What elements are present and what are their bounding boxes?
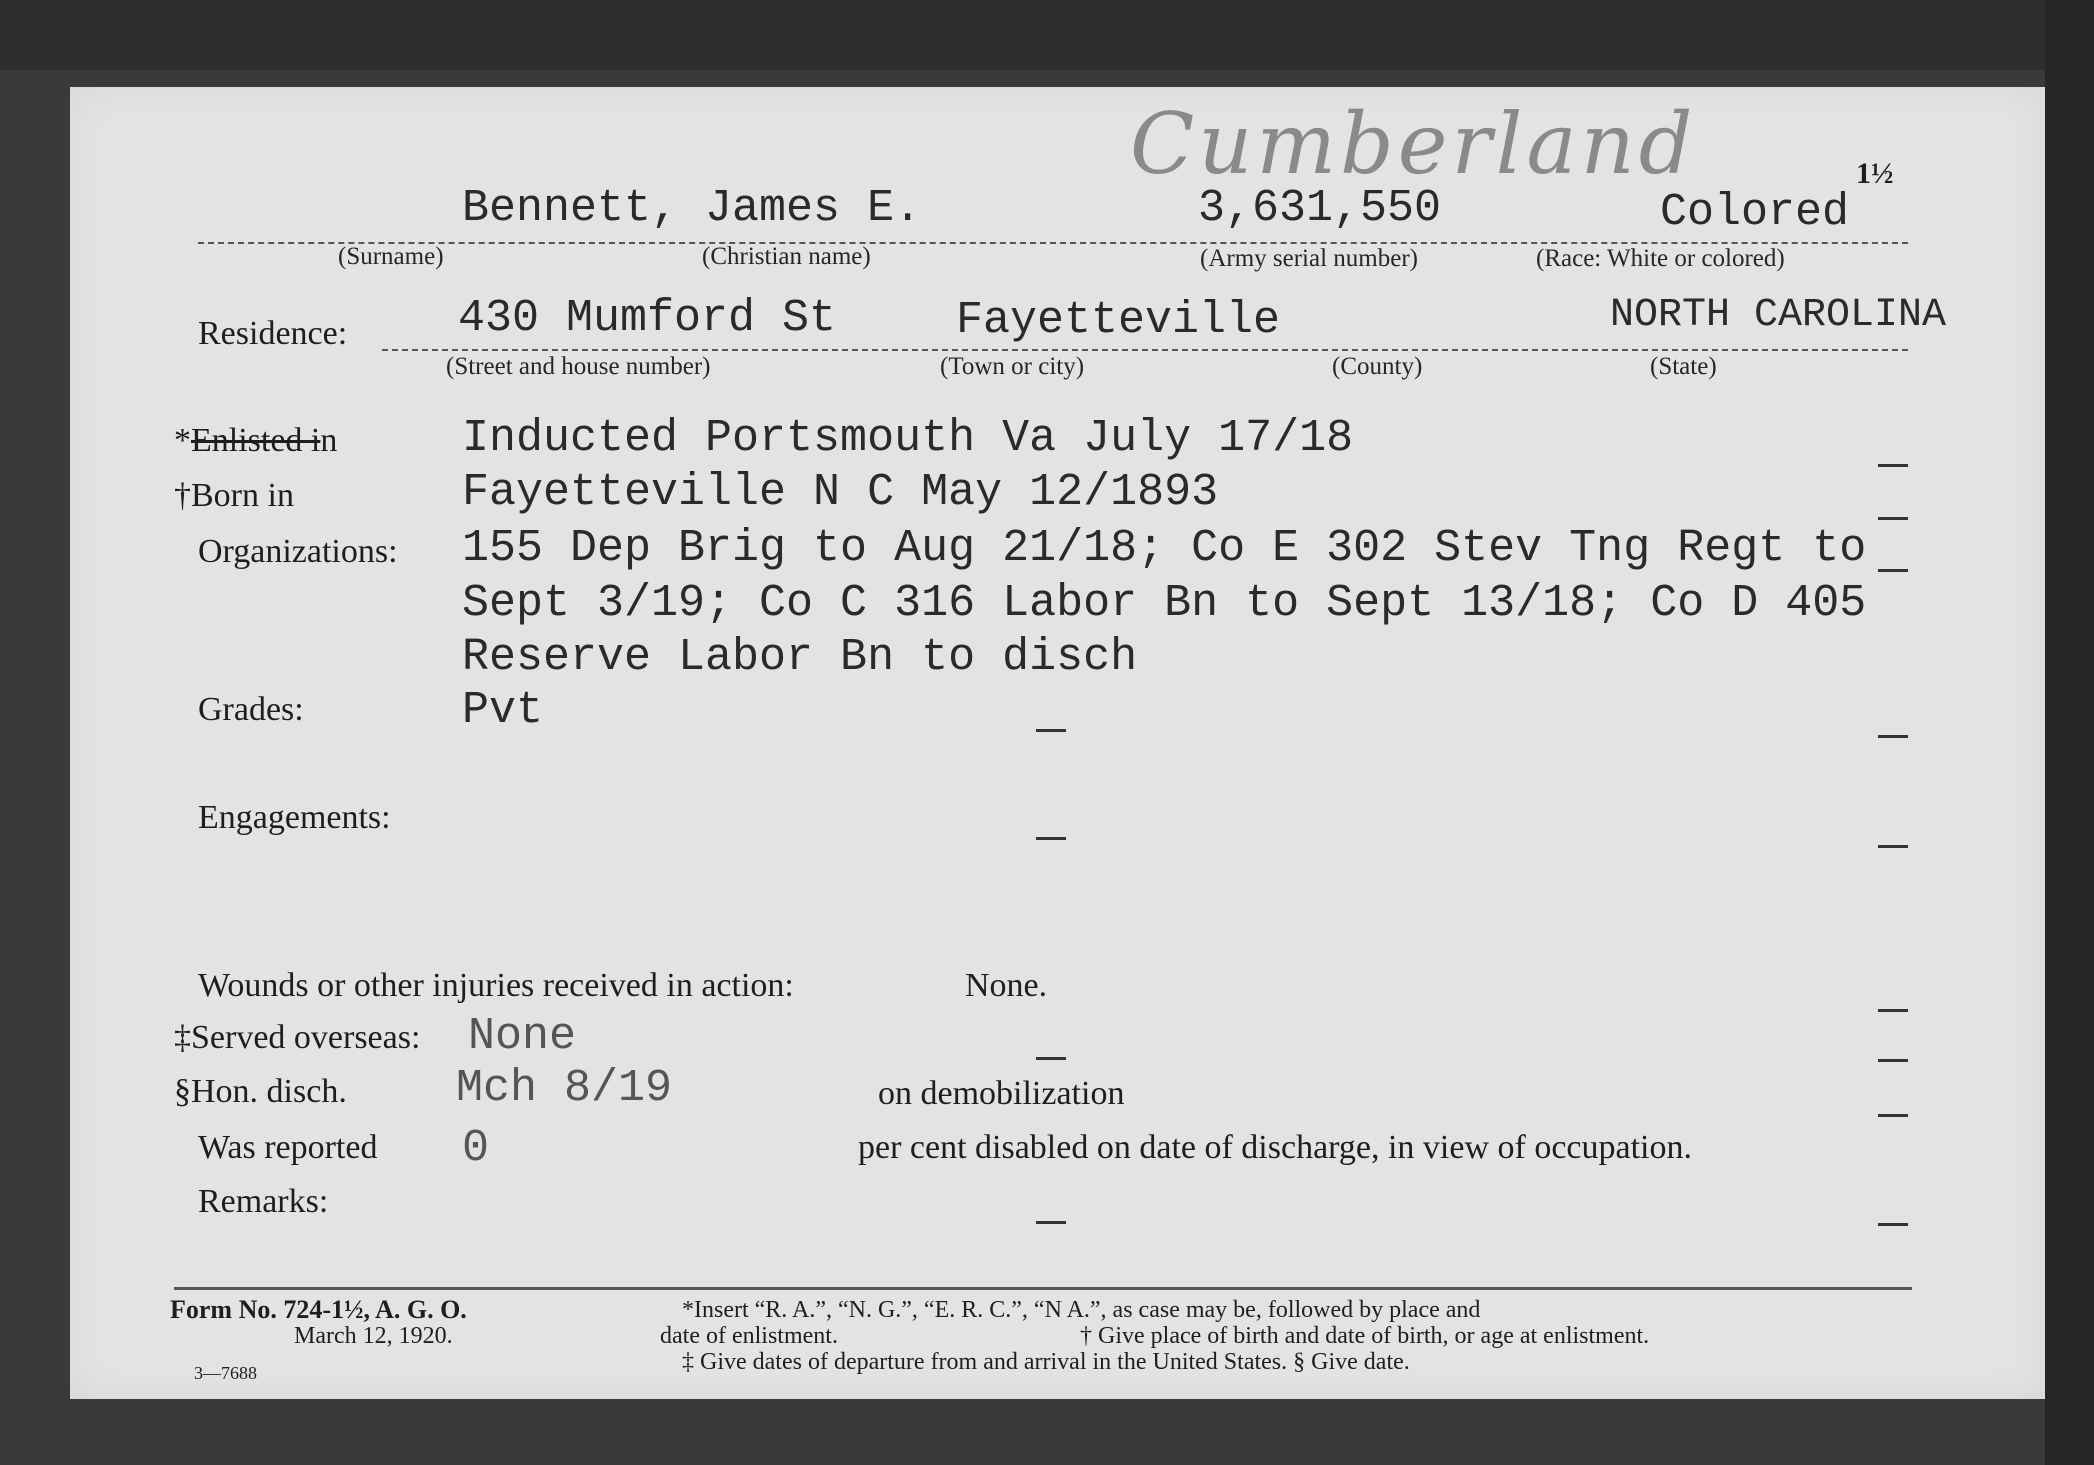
state-caption: (State) — [1650, 353, 1717, 380]
margin-dash — [1878, 735, 1908, 738]
header-rule — [198, 242, 1908, 244]
grades-label: Grades: — [198, 691, 304, 728]
residence-street: 430 Mumford St — [458, 293, 837, 344]
organizations-label: Organizations: — [198, 533, 398, 570]
margin-dash — [1878, 517, 1908, 520]
enlisted-star: * — [174, 422, 191, 459]
margin-dash — [1878, 1059, 1908, 1062]
surname-caption: (Surname) — [338, 243, 444, 270]
enlisted-value: Inducted Portsmouth Va July 17/18 — [462, 413, 1354, 464]
county-caption: (County) — [1332, 353, 1423, 380]
organizations-line-1: 155 Dep Brig to Aug 21/18; Co E 302 Stev Tng Regt to — [462, 523, 1867, 574]
mid-dash — [1036, 729, 1066, 732]
disability-percent: 0 — [462, 1123, 490, 1174]
served-overseas-label: ‡Served overseas: — [174, 1019, 421, 1056]
fraction-mark: 1½ — [1856, 157, 1894, 190]
margin-dash — [1878, 1114, 1908, 1117]
wounds-value: None. — [965, 967, 1048, 1004]
christian-name-caption: (Christian name) — [702, 243, 871, 270]
mid-dash — [1036, 837, 1066, 840]
margin-dash — [1878, 1009, 1908, 1012]
scan-background-top — [0, 0, 2094, 70]
residence-rule — [382, 349, 1908, 351]
footnote-overseas: ‡ Give dates of departure from and arrival in the United States. § Give date. — [682, 1349, 1410, 1375]
remarks-label: Remarks: — [198, 1183, 329, 1220]
engagements-label: Engagements: — [198, 799, 391, 836]
born-value: Fayetteville N C May 12/1893 — [462, 467, 1219, 518]
served-overseas-value: None — [468, 1011, 577, 1062]
was-reported-label: Was reported — [198, 1129, 378, 1166]
soldier-name: Bennett, James E. — [462, 183, 922, 234]
margin-dash — [1878, 464, 1908, 467]
born-label: †Born in — [174, 477, 294, 514]
residence-label: Residence: — [198, 315, 348, 352]
form-date: March 12, 1920. — [294, 1323, 453, 1349]
enlisted-label — [174, 422, 337, 460]
enlisted-tail: n — [320, 422, 338, 459]
print-code: 3—7688 — [194, 1363, 257, 1383]
footnote-enlistment: *Insert “R. A.”, “N. G.”, “E. R. C.”, “N A.”, as case may be, followed by place and — [682, 1297, 1481, 1323]
service-record-card — [70, 87, 2045, 1399]
grades-value: Pvt — [462, 685, 544, 736]
enlisted-struck-text: Enlisted i — [191, 422, 321, 459]
footer-rule — [174, 1287, 1912, 1290]
margin-dash — [1878, 1223, 1908, 1226]
mid-dash — [1036, 1057, 1066, 1060]
town-caption: (Town or city) — [940, 353, 1085, 380]
disability-note: per cent disabled on date of discharge, in view of occupation. — [858, 1129, 1692, 1166]
footnote-enlistment-cont: date of enlistment. — [660, 1323, 838, 1349]
street-caption: (Street and house number) — [446, 353, 711, 380]
margin-dash — [1878, 569, 1908, 572]
organizations-line-2: Sept 3/19; Co C 316 Labor Bn to Sept 13/18; Co D 405 — [462, 578, 1867, 629]
army-serial-number: 3,631,550 — [1198, 183, 1442, 234]
hon-disch-note: on demobilization — [878, 1075, 1125, 1112]
wounds-label: Wounds or other injuries received in action: — [198, 967, 794, 1004]
scan-background-right — [2045, 0, 2094, 1465]
race-value: Colored — [1660, 187, 1850, 238]
handwritten-county-note: Cumberland — [1130, 95, 1697, 193]
hon-disch-label: §Hon. disch. — [174, 1073, 347, 1110]
hon-disch-date: Mch 8/19 — [456, 1063, 673, 1114]
form-number: Form No. 724-1½, A. G. O. — [170, 1295, 467, 1324]
mid-dash — [1036, 1221, 1066, 1224]
footnote-birth: † Give place of birth and date of birth, or age at enlistment. — [1080, 1323, 1650, 1349]
residence-state: NORTH CAROLINA — [1610, 293, 1947, 338]
organizations-line-3: Reserve Labor Bn to disch — [462, 632, 1138, 683]
serial-caption: (Army serial number) — [1200, 245, 1418, 272]
residence-town: Fayetteville — [956, 295, 1281, 346]
race-caption: (Race: White or colored) — [1536, 245, 1785, 272]
margin-dash — [1878, 845, 1908, 848]
